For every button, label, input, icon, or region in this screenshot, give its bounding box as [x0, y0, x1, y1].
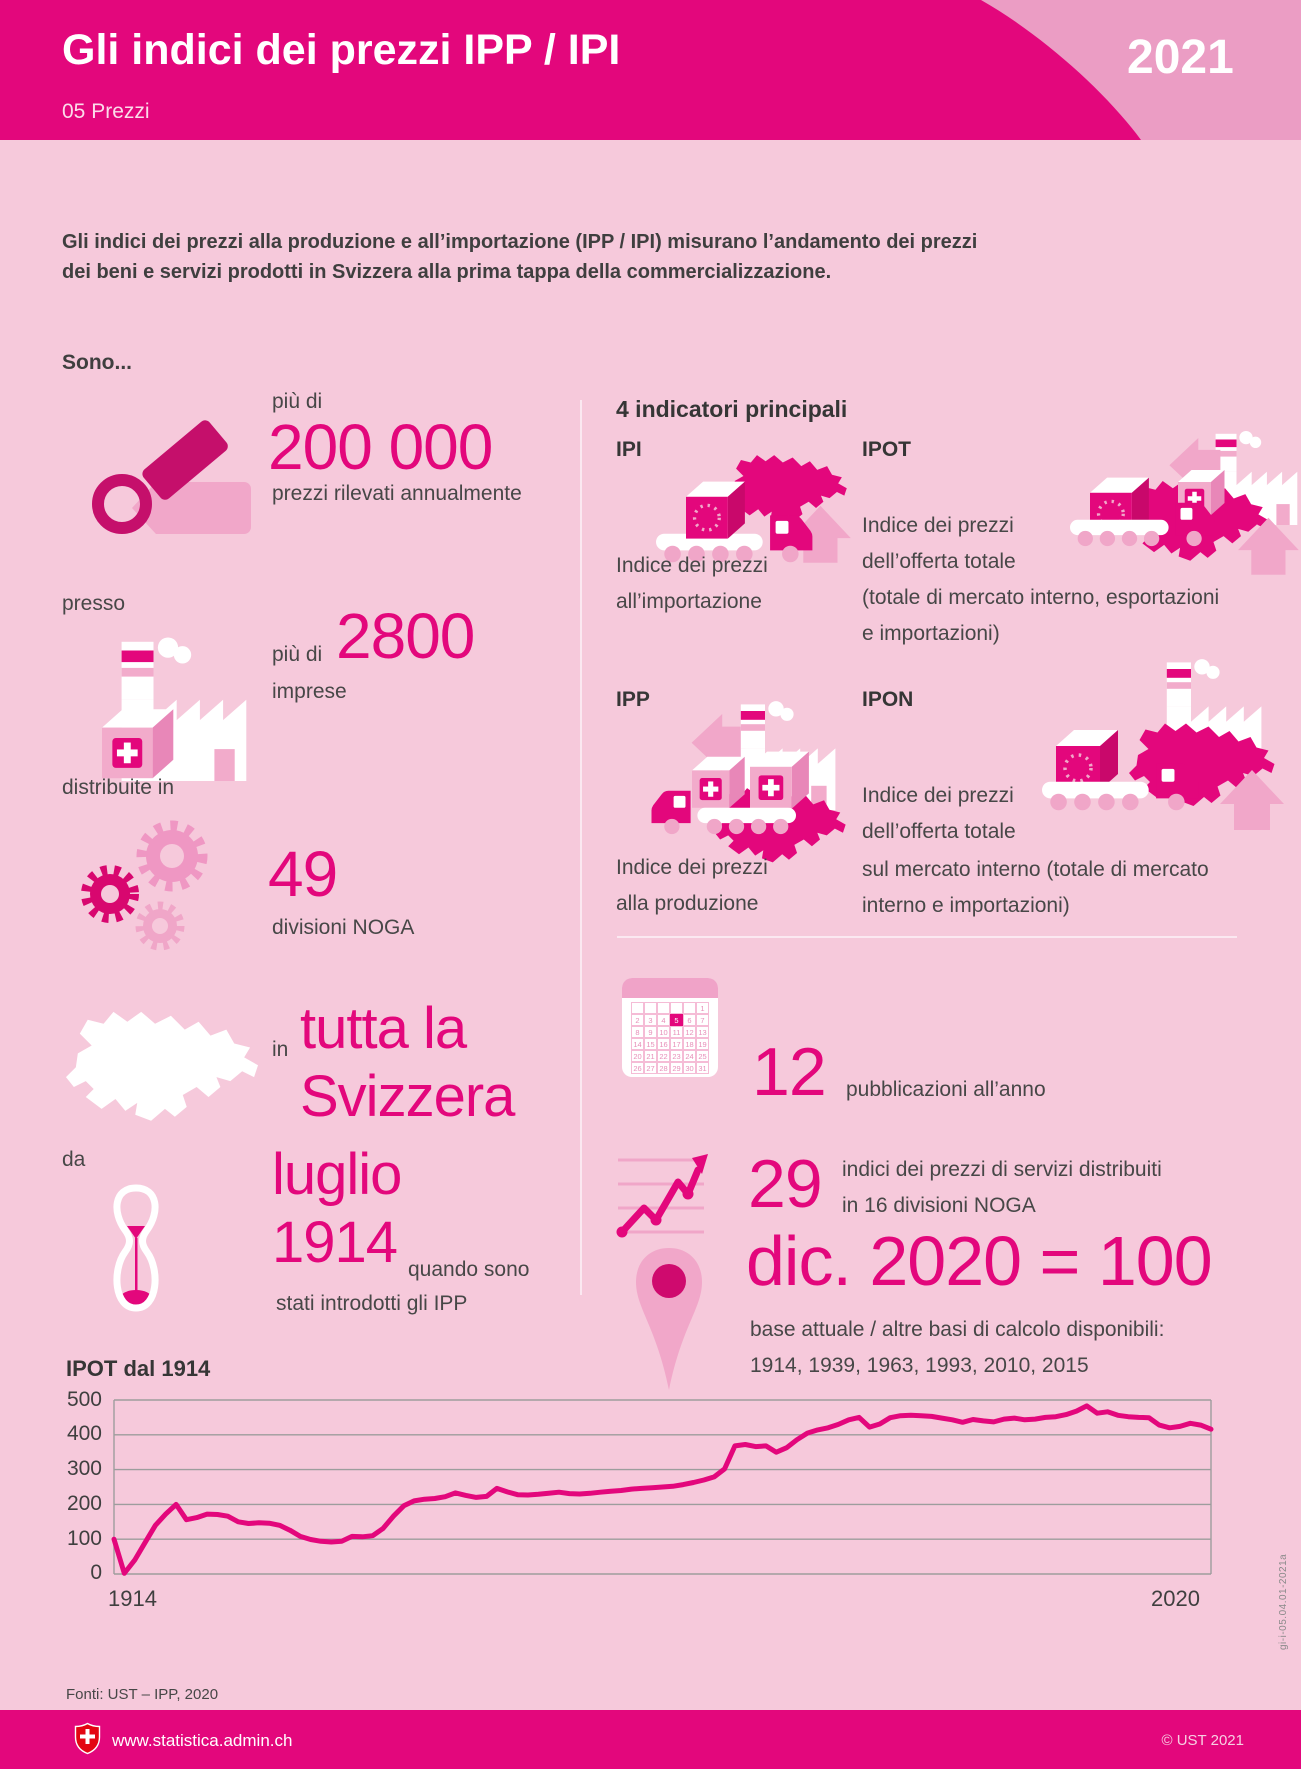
calendar-cell: 8 [631, 1026, 644, 1038]
indicator-desc-ipon-2: dell’offerta totale [862, 820, 1016, 843]
indicator-code-ipon: IPON [862, 688, 914, 711]
calendar-cell: 17 [670, 1038, 683, 1050]
calendar-cell: 23 [670, 1050, 683, 1062]
calendar-cell [631, 1002, 644, 1014]
indicator-desc-ipot-1: Indice dei prezzi [862, 514, 1014, 537]
calendar-cell: 2 [631, 1014, 644, 1026]
services-value: 29 [748, 1146, 822, 1222]
calendar-cell: 18 [683, 1038, 696, 1050]
country-prefix: in [272, 1038, 289, 1061]
since-value-2: 1914 [272, 1210, 398, 1275]
calendar-cell: 13 [696, 1026, 709, 1038]
since-caption-inline: quando sono [408, 1258, 530, 1281]
connector-presso: presso [62, 592, 126, 615]
factory-icon [98, 634, 268, 786]
connector-da: da [62, 1148, 86, 1171]
since-value-1: luglio [272, 1142, 402, 1207]
indicator-desc-ipp-1: Indice dei prezzi [616, 856, 768, 879]
page-subtitle: 05 Prezzi [62, 100, 150, 123]
services-caption-1: indici dei prezzi di servizi distribuiti [842, 1158, 1162, 1181]
publications-value: 12 [752, 1034, 826, 1110]
calendar-cell: 25 [696, 1050, 709, 1062]
ipon-icon [1038, 658, 1290, 840]
calendar-cell [670, 1002, 683, 1014]
calendar-cell: 15 [644, 1038, 657, 1050]
calendar-cell [683, 1002, 696, 1014]
swiss-shield-icon [74, 1722, 101, 1755]
indicator-desc-ipot-2: dell’offerta totale [862, 550, 1016, 573]
country-value-1: tutta la [300, 996, 467, 1061]
swiss-map-icon [62, 994, 262, 1126]
calendar-cell: 20 [631, 1050, 644, 1062]
y-tick-0: 0 [90, 1561, 102, 1584]
calendar-cell: 3 [644, 1014, 657, 1026]
calendar-cell: 22 [657, 1050, 670, 1062]
calendar-cell: 24 [683, 1050, 696, 1062]
calendar-header [622, 978, 718, 998]
calendar-cell: 16 [657, 1038, 670, 1050]
lead-text: Sono... [62, 351, 132, 374]
calendar-cell [644, 1002, 657, 1014]
indicator-desc-ipot-4: e importazioni) [862, 622, 1000, 645]
price-tag-icon [86, 416, 261, 542]
calendar-grid [622, 1002, 718, 1074]
calendar-cell: 30 [683, 1062, 696, 1074]
page-title: Gli indici dei prezzi IPP / IPI [62, 26, 621, 74]
ipot-chart [40, 1380, 1250, 1630]
calendar-cell: 31 [696, 1062, 709, 1074]
indicator-desc-ipot-3: (totale di mercato interno, esportazioni [862, 586, 1220, 609]
indicator-code-ipot: IPOT [862, 438, 912, 461]
calendar-cell [657, 1002, 670, 1014]
calendar-cell: 11 [670, 1026, 683, 1038]
intro-line-2: dei beni e servizi prodotti in Svizzera alla prima tappa della commercializzazione. [62, 261, 832, 283]
calendar-cell: 7 [696, 1014, 709, 1026]
divisions-caption: divisioni NOGA [272, 916, 415, 939]
indicator-code-ipp: IPP [616, 688, 650, 711]
horizontal-divider [617, 936, 1237, 938]
intro-line-1: Gli indici dei prezzi alla produzione e all’importazione (IPP / IPI) misurano l’andamento dei prezzi [62, 231, 978, 253]
indicator-code-ipi: IPI [616, 438, 642, 461]
companies-prefix: più di [272, 643, 323, 666]
services-caption-2: in 16 divisioni NOGA [842, 1194, 1036, 1217]
calendar-cell: 6 [683, 1014, 696, 1026]
y-tick-400: 400 [66, 1422, 102, 1445]
publication-code: gi-i-05.04.01-2021a [1278, 1553, 1289, 1650]
y-tick-500: 500 [66, 1388, 102, 1411]
source-note: Fonti: UST – IPP, 2020 [66, 1686, 219, 1703]
footer-copyright: © UST 2021 [1161, 1732, 1244, 1749]
publications-caption: pubblicazioni all’anno [846, 1078, 1046, 1101]
indicator-desc-ipi-2: all’importazione [616, 590, 762, 613]
calendar-icon [622, 978, 718, 1077]
x-tick-first: 1914 [108, 1586, 157, 1611]
calendar-cell: 4 [657, 1014, 670, 1026]
prices-caption: prezzi rilevati annualmente [272, 482, 522, 505]
trend-icon [614, 1144, 710, 1246]
base-caption-2: 1914, 1939, 1963, 1993, 2010, 2015 [750, 1354, 1089, 1377]
vertical-divider [580, 400, 582, 1295]
calendar-cell: 26 [631, 1062, 644, 1074]
indicator-desc-ipon-1: Indice dei prezzi [862, 784, 1014, 807]
calendar-cell: 10 [657, 1026, 670, 1038]
ipp-icon [640, 698, 870, 866]
base-caption-1: base attuale / altre basi di calcolo disponibili: [750, 1318, 1165, 1341]
gears-icon [72, 812, 224, 960]
y-tick-300: 300 [66, 1457, 102, 1480]
companies-value: 2800 [336, 600, 475, 672]
indicator-desc-ipi-1: Indice dei prezzi [616, 554, 768, 577]
calendar-cell: 29 [670, 1062, 683, 1074]
connector-distribuite: distribuite in [62, 776, 175, 799]
footer-bar [0, 1710, 1301, 1769]
header [0, 0, 1301, 140]
calendar-cell: 14 [631, 1038, 644, 1050]
calendar-cell: 12 [683, 1026, 696, 1038]
hourglass-icon [98, 1180, 174, 1316]
prices-value: 200 000 [268, 411, 493, 483]
pin-icon [630, 1242, 708, 1394]
indicator-desc-ipon-3: sul mercato interno (totale di mercato [862, 858, 1209, 881]
chart-title: IPOT dal 1914 [66, 1356, 211, 1381]
ipot-icon [1070, 430, 1301, 582]
indicator-desc-ipon-4: interno e importazioni) [862, 894, 1070, 917]
prices-prefix: più di [272, 390, 323, 413]
x-tick-last: 2020 [1151, 1586, 1200, 1611]
indicator-desc-ipp-2: alla produzione [616, 892, 759, 915]
calendar-cell: 28 [657, 1062, 670, 1074]
since-caption-2: stati introdotti gli IPP [276, 1292, 468, 1315]
chart-series-line [114, 1406, 1211, 1573]
y-tick-200: 200 [66, 1492, 102, 1515]
divisions-value: 49 [268, 838, 338, 910]
calendar-cell: 5 [670, 1014, 683, 1026]
calendar-cell: 27 [644, 1062, 657, 1074]
calendar-cell: 9 [644, 1026, 657, 1038]
country-value-2: Svizzera [300, 1064, 515, 1129]
companies-caption: imprese [272, 680, 347, 703]
calendar-cell: 1 [696, 1002, 709, 1014]
year-badge: 2021 [1127, 31, 1234, 84]
base-value: dic. 2020 = 100 [746, 1222, 1212, 1300]
y-tick-100: 100 [66, 1527, 102, 1550]
calendar-cell: 21 [644, 1050, 657, 1062]
footer-url[interactable]: www.statistica.admin.ch [112, 1731, 293, 1750]
indicators-heading: 4 indicatori principali [616, 396, 848, 422]
calendar-cell: 19 [696, 1038, 709, 1050]
